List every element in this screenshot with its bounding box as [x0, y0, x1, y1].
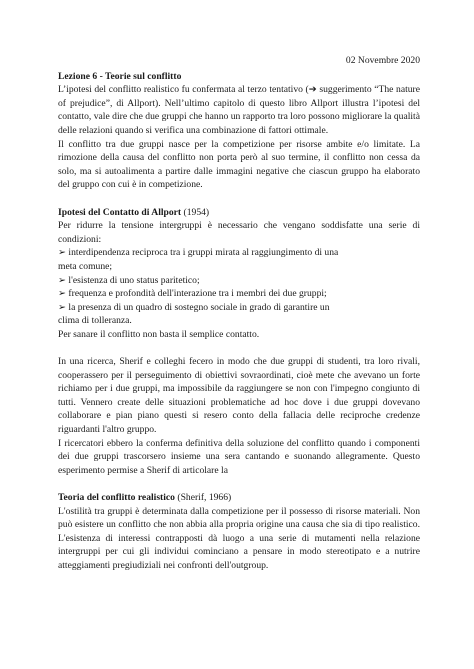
bullet-line: ➢ interdipendenza reciproca tra i gruppi mirata al raggiungimento di una: [58, 247, 339, 259]
section-contact-lead: Per ridurre la tensione intergruppi è necessario che vengano soddisfatte una serie di condizioni:: [58, 220, 420, 245]
lesson-title: Lezione 6 - Teorie sul conflitto: [58, 70, 182, 82]
section-contact-close: Per sanare il conflitto non basta il semplice contatto.: [58, 328, 260, 340]
bullet-line: meta comune;: [58, 260, 113, 272]
section-realistic-year: (Sherif, 1966): [174, 492, 232, 503]
section-contact-heading: [58, 206, 420, 220]
bullet-line: clima di tolleranza.: [58, 315, 132, 327]
bullet-line: ➢ frequenza e profondità dell'interazione tra i membri dei due gruppi;: [58, 288, 327, 300]
sherif-paragraph-2: I ricercatori ebbero la conferma definitiva della soluzione del conflitto quando i componenti dei due gruppi trascorsero insieme una sera cantando e suonando allegramente. Questo esperimento permise a Sherif di articolare la: [58, 437, 420, 476]
spacer: [58, 477, 420, 491]
bullet-line: ➢ l'esistenza di uno status paritetico;: [58, 274, 200, 286]
document-page: [58, 54, 420, 573]
section-realistic-title: Teoria del conflitto realistico: [58, 492, 175, 503]
document-date: 02 Novembre 2020: [345, 55, 420, 66]
intro-paragraph-2: Il conflitto tra due gruppi nasce per la competizione per risorse ambite e/o limitate. La rimozione della causa del conflitto non porta però al suo termine, il conflitto non cessa da solo, ma si autoalimenta a partire dalle immagini negative che ciascun gruppo ha elaborato del gruppo con cui è in competizione.: [58, 138, 420, 191]
sherif-paragraph-1: In una ricerca, Sherif e colleghi fecero in modo che due gruppi di studenti, tra loro rivali, cooperassero per il perseguimento di obiettivi sovraordinati, cioè mete che avevano un forte richiamo per i due gruppi, ma impossibile da raggiungere se non con l'impegno congiunto di tutti. Vennero create delle situazioni problematiche ad hoc dove i due gruppi dovevano collaborare e pian piano questi si resero conto della fallacia delle reciproche credenze riguardanti l'altro gruppo.: [58, 356, 420, 436]
section-realistic-heading: [58, 491, 420, 505]
section-contact-year: (1954): [181, 206, 210, 218]
section-realistic-body: L'ostilità tra gruppi è determinata dalla competizione per il possesso di risorse materiali. Non può esistere un conflitto che non abbia alla propria origine una causa che sia di tipo realistico. L'esistenza di interessi contrapposti dà luogo a una serie di mutamenti nella relazione intergruppi per cui gli individui cominciano a pensare in modo stereotipato e a nutrire atteggiamenti pregiudiziali nei confronti dell'outgroup.: [58, 505, 420, 571]
intro-paragraph-1: L’ipotesi del conflitto realistico fu confermata al terzo tentativo (➔ suggerimento “The nature of prejudice”, di Allport). Nell’ultimo capitolo di questo libro Allport illustra l’ipotesi del contatto, vale dire che due gruppi che hanno un rapporto tra loro possono migliorare la qualità delle relazioni quando si verifica una combinazione di fattori ottimale.: [58, 84, 420, 136]
spacer: [58, 192, 420, 206]
section-contact-title: Ipotesi del Contatto di Allport: [58, 206, 182, 218]
bullet-line: ➢ la presenza di un quadro di sostegno sociale in grado di garantire un: [58, 301, 330, 313]
spacer: [58, 341, 420, 355]
